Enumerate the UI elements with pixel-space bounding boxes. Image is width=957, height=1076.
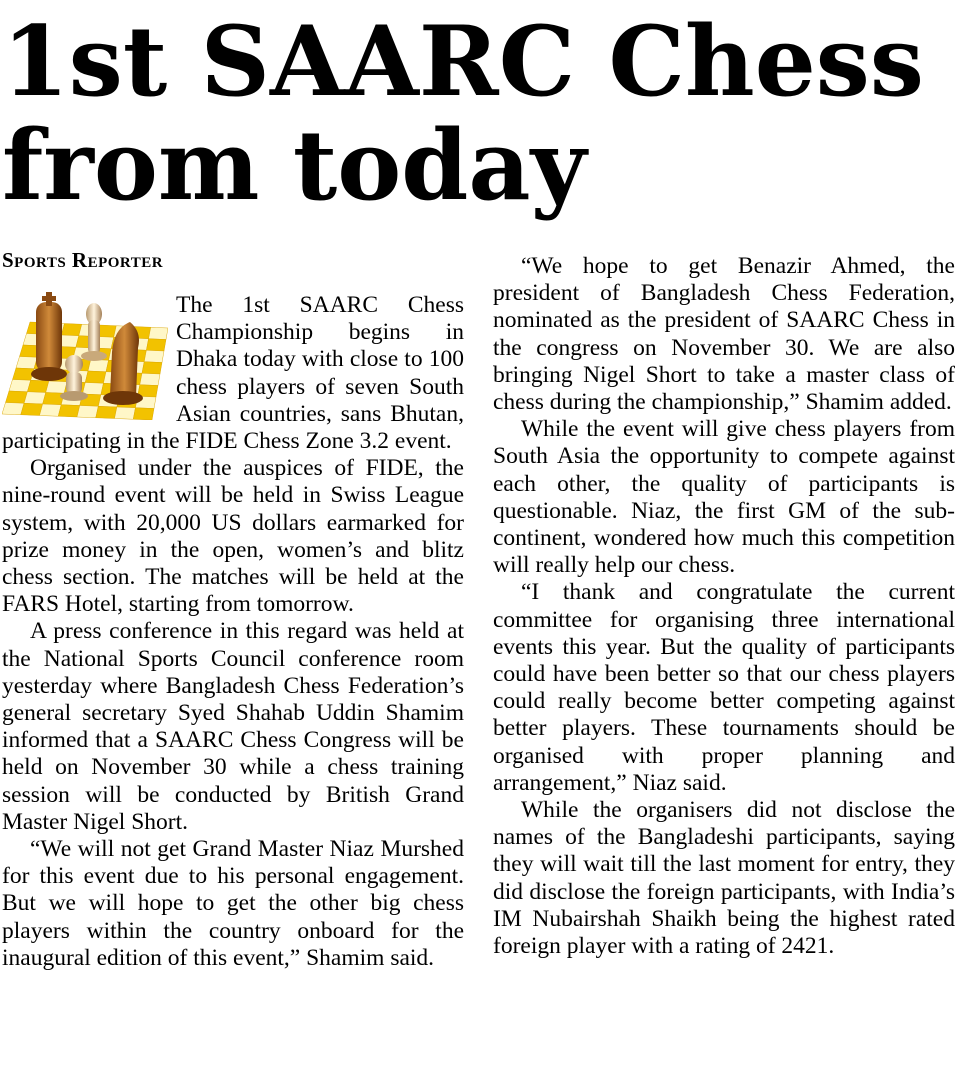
chess-board-square (96, 406, 117, 418)
chess-board-square (58, 405, 80, 417)
chess-board-square (2, 403, 24, 415)
chess-board-square (13, 368, 35, 380)
chess-board-svg (2, 292, 168, 420)
paragraph: Organised under the auspices of FIDE, the nine-round event will be held in Swiss League system, with 20,000 US dollars earmarked for prize money in the open, women’s and blitz chess section. The matches will be held at the FARS Hotel, starting from tomorrow. (2, 455, 464, 618)
headline-line-2: from today (2, 109, 587, 222)
headline (2, 5, 952, 222)
chess-board-square (61, 324, 81, 336)
byline: Sports Reporter (2, 248, 164, 272)
chess-pieces-on-board-illustration (2, 292, 168, 420)
paragraph: The 1st SAARC Chess Championship begins in Dhaka today with close to 100 chess players of seven South Asian countries, sans Bhutan, participating in the FIDE Chess Zone 3.2 event. (2, 292, 464, 455)
chess-board-square (9, 380, 31, 392)
chess-board-square (144, 350, 164, 362)
chess-board-square (115, 407, 136, 419)
paragraph: A press conference in this regard was held at the National Sports Council conference room yesterday where Bangladesh Chess Federation’s general secretary Syed Shahab Uddin Shamim informed that a SAARC Chess Congress will be held on November 30 while a chess training session will be conducted by British Grand Master Nigel Short. (2, 618, 464, 835)
right-column (493, 253, 955, 960)
paragraph: “We hope to get Benazir Ahmed, the president of Bangladesh Chess Federation, nominated as the president of SAARC Chess in the congress on November 30. We are also bringing Nigel Short to take a master class of chess during the championship,” Shamim added. (493, 253, 955, 416)
paragraph: While the event will give chess players from South Asia the opportunity to compete against each other, the quality of participants is questionable. Niaz, the first GM of the sub-continent, wondered how much this competition will really help our chess. (493, 416, 955, 579)
paragraph: “I thank and congratulate the current committee for organising three international events this year. But the quality of participants could have been better so that our chess players could really become better competing against better players. These tournaments should be organised with proper planning and arrangement,” Niaz said. (493, 579, 955, 796)
chess-board-square (83, 383, 104, 395)
chess-board-square (16, 357, 37, 369)
chess-board-square (77, 406, 98, 418)
chess-board-square (146, 339, 166, 351)
chess-board-square (149, 327, 168, 339)
chess-board-square (27, 380, 49, 392)
chess-board-square (133, 408, 154, 420)
chess-board-square (142, 362, 162, 374)
paragraph: While the organisers did not disclose the names of the Bangladeshi participants, saying they will wait till the last moment for entry, they did disclose the foreign participants, with India’s IM Nubairshah Shaikh being the highest rated foreign player with a rating of 2421. (493, 797, 955, 960)
chess-board-square (88, 360, 109, 372)
chess-board-square (6, 391, 28, 403)
left-column (2, 292, 464, 972)
chess-board-square (85, 371, 106, 383)
chess-board (2, 322, 168, 420)
chess-board-square (21, 403, 43, 415)
chess-board-square (46, 381, 67, 393)
paragraph: “We will not get Grand Master Niaz Murshed for this event due to his personal engagement. But we will hope to get the other big chess players within the country onboard for the inaugural edition of this event,” Shamim said. (2, 836, 464, 971)
chess-board-square (140, 373, 160, 385)
chess-board-square (24, 392, 46, 404)
chess-board-square (40, 404, 62, 416)
headline-line-1: 1st SAARC Chess (2, 5, 924, 118)
